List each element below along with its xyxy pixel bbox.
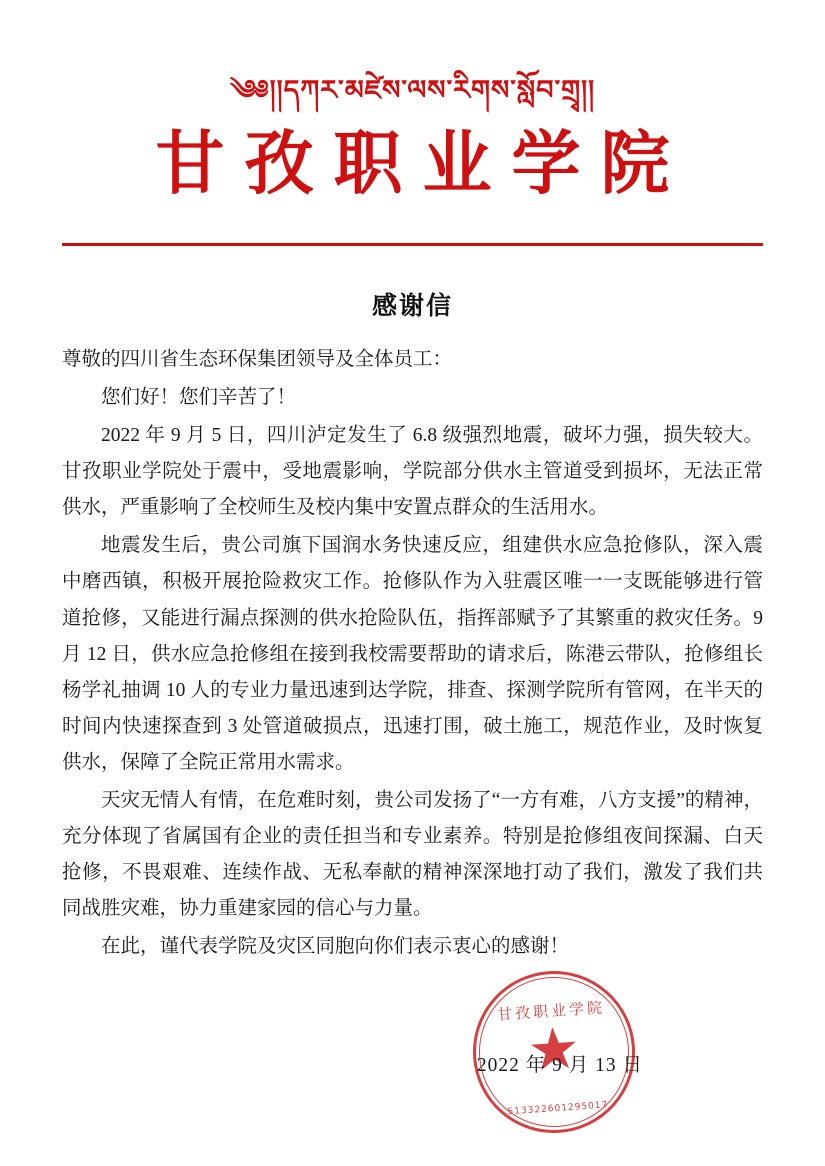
paragraph-5: 在此，谨代表学院及灾区同胞向你们表示衷心的感谢！ xyxy=(101,936,570,958)
paragraph-4: 天灾无情人有情，在危难时刻，贵公司发扬了“一方有难，八方支援”的精神，充分体现了省属国有企业的责任担当和专业素养。特别是抢修组夜间探漏、白天抢修，不畏艰难、连续作战、无私奉献的精神深深地打动了我们，激发了我们共同战胜灾难，协力重建家园的信心与力量。 xyxy=(62,789,763,920)
paragraph-1: 您们好！您们辛苦了！ xyxy=(101,387,297,409)
page-title: 感谢信 xyxy=(371,293,453,321)
seal-code-text: 513322601295017 xyxy=(507,1100,609,1118)
paragraph-2: 2022 年 9 月 5 日，四川泸定发生了 6.8 级强烈地震，破坏力强，损失较大。甘孜职业学院处于震中，受地震影响，学院部分供水主管道受到损坏，无法正常供水，严重影响了全校师生及校内集中安置点群众的生活用水。 xyxy=(62,425,763,519)
letterhead-divider xyxy=(62,243,763,246)
signature-date: 2022 年 9 月 13 日 xyxy=(476,1055,643,1077)
seal-organization-text: 甘孜职业学院 xyxy=(496,998,606,1025)
signature-block xyxy=(62,965,763,1165)
letterhead xyxy=(62,0,763,246)
paragraph-3: 地震发生后，贵公司旗下国润水务快速反应，组建供水应急抢修队，深入震中磨西镇，积极开展抢险救灾工作。抢修队作为入驻震区唯一一支既能够进行管道抢修，又能进行漏点探测的供水抢险队伍，指挥部赋予了其繁重的救灾任务。9 月 12 日，供水应急抢修组在接到我校需要帮助的请求后，陈港云带队，抢修组长杨学礼抽调 10 人的专业力量迅速到达学院，排查、探测学院所有管网，在半天的时间内快速探查到 3 处管道破损点，迅速打围，破土施工，规范作业，及时恢复供水，保障了全院正常用水需求。 xyxy=(62,535,763,773)
tibetan-school-name: ༄༅།།དཀར་མཛེས་ལས་རིགས་སློབ་གྲྭ།། xyxy=(229,75,596,106)
salutation: 尊敬的四川省生态环保集团领导及全体员工： xyxy=(62,349,453,371)
letter-body xyxy=(62,342,763,965)
school-name-title: 甘孜职业学院 xyxy=(155,122,690,204)
